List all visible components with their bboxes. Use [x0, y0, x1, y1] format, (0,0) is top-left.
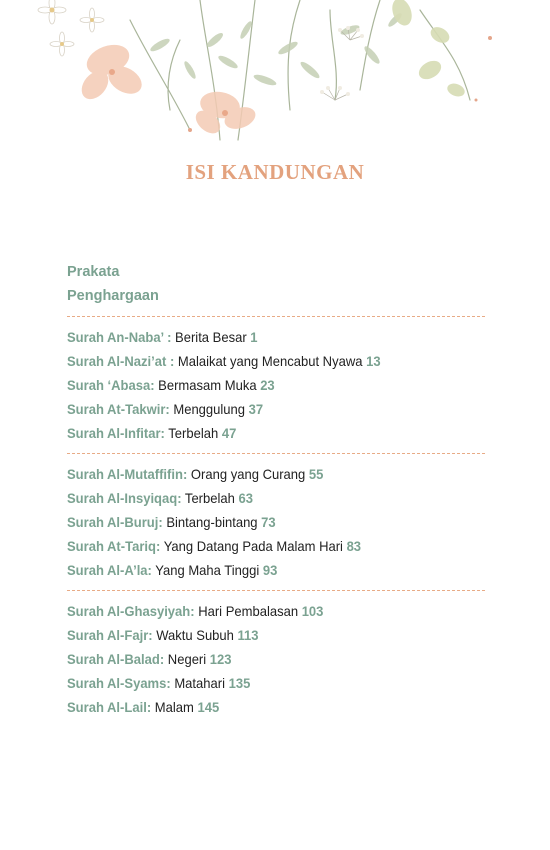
- surah-name: Surah Al-Infitar:: [67, 425, 165, 441]
- surah-meaning: Menggulung: [173, 401, 246, 417]
- surah-name: Surah Al-Buruj:: [67, 514, 163, 530]
- page-number: 83: [346, 538, 362, 554]
- surah-name: Surah Al-Balad:: [67, 651, 165, 667]
- page-number: 55: [308, 466, 324, 482]
- toc-entry[interactable]: [67, 601, 456, 625]
- page-number: 113: [237, 627, 259, 643]
- surah-name: Surah An-Naba’ :: [67, 329, 172, 345]
- toc-entry[interactable]: [67, 560, 456, 584]
- surah-meaning: Matahari: [174, 675, 225, 691]
- surah-name: Surah Al-Ghasyiyah:: [67, 603, 195, 619]
- floral-decoration: [0, 0, 550, 150]
- toc-entry[interactable]: [67, 464, 456, 488]
- toc-group: [67, 464, 485, 584]
- page-number: 93: [262, 562, 278, 578]
- section-divider: [67, 316, 485, 317]
- surah-meaning: Terbelah: [184, 490, 235, 506]
- surah-name: Surah At-Tariq:: [67, 538, 161, 554]
- surah-meaning: Orang yang Curang: [190, 466, 306, 482]
- surah-name: Surah Al-Lail:: [67, 699, 152, 715]
- surah-meaning: Berita Besar: [175, 329, 247, 345]
- page-number: 145: [197, 699, 220, 715]
- surah-name: Surah Al-Mutaffifin:: [67, 466, 188, 482]
- page-number: 123: [209, 651, 232, 667]
- toc-entry[interactable]: [67, 423, 456, 447]
- page-number: 135: [228, 675, 251, 691]
- surah-name: Surah At-Takwir:: [67, 401, 170, 417]
- toc-entry[interactable]: [67, 512, 456, 536]
- surah-meaning: Bintang-bintang: [166, 514, 258, 530]
- toc-entry[interactable]: [67, 351, 456, 375]
- surah-meaning: Malaikat yang Mencabut Nyawa: [177, 353, 363, 369]
- page-number: 13: [366, 353, 381, 369]
- surah-name: Surah Al-Fajr:: [67, 627, 153, 643]
- toc-entry[interactable]: [67, 697, 456, 721]
- surah-meaning: Terbelah: [168, 425, 219, 441]
- toc-entry[interactable]: [67, 327, 456, 351]
- page-number: 37: [248, 401, 264, 417]
- front-matter-penghargaan[interactable]: Penghargaan: [67, 288, 159, 304]
- surah-name: Surah Al-A’la:: [67, 562, 152, 578]
- surah-meaning: Negeri: [167, 651, 207, 667]
- page-number: 103: [301, 603, 324, 619]
- toc-entry[interactable]: [67, 536, 456, 560]
- toc-entry[interactable]: [67, 649, 456, 673]
- surah-meaning: Yang Datang Pada Malam Hari: [163, 538, 343, 554]
- toc-entry[interactable]: [67, 399, 456, 423]
- surah-name: Surah Al-Syams:: [67, 675, 171, 691]
- toc-entry[interactable]: [67, 625, 456, 649]
- page-number: 1: [250, 329, 258, 345]
- table-of-contents: [67, 262, 485, 721]
- surah-meaning: Malam: [154, 699, 194, 715]
- surah-meaning: Yang Maha Tinggi: [155, 562, 260, 578]
- surah-name: Surah ‘Abasa:: [67, 377, 155, 393]
- toc-group: [67, 327, 485, 447]
- section-divider: [67, 453, 485, 454]
- toc-entry[interactable]: [67, 673, 456, 697]
- page-title: ISI KANDUNGAN: [185, 160, 365, 184]
- surah-meaning: Waktu Subuh: [156, 627, 234, 643]
- surah-meaning: Bermasam Muka: [158, 377, 257, 393]
- surah-meaning: Hari Pembalasan: [198, 603, 299, 619]
- page-number: 63: [238, 490, 253, 506]
- toc-group: [67, 601, 485, 721]
- section-divider: [67, 590, 485, 591]
- surah-name: Surah Al-Nazi’at :: [67, 353, 175, 369]
- front-matter-prakata[interactable]: Prakata: [67, 264, 120, 280]
- page-number: 23: [260, 377, 275, 393]
- page-number: 47: [221, 425, 237, 441]
- page-number: 73: [261, 514, 276, 530]
- toc-entry[interactable]: [67, 488, 456, 512]
- surah-name: Surah Al-Insyiqaq:: [67, 490, 182, 506]
- toc-entry[interactable]: [67, 375, 456, 399]
